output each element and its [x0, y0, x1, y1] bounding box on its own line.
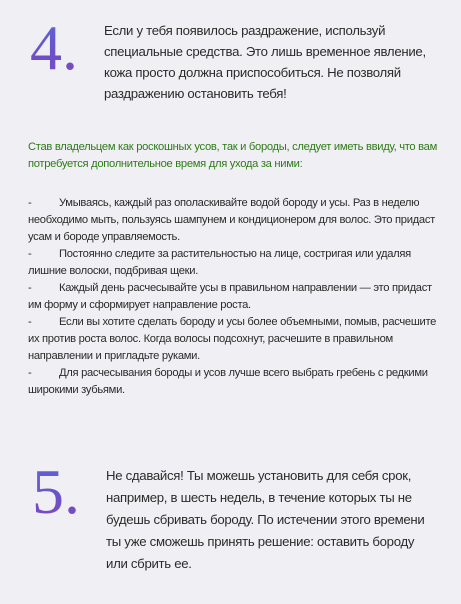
care-intro: Став владельцем как роскошных усов, так и бороды, следует иметь ввиду, что вам потребуется дополнительное время для ухода за ними: — [28, 141, 437, 170]
list-dash: - — [28, 248, 32, 260]
step-number: 5. — [32, 456, 80, 527]
list-item-text: Постоянно следите за растительностью на лице, состригая или удаляя лишние волоски, подбривая щеки. — [28, 248, 411, 277]
list-dash: - — [28, 282, 32, 294]
list-item-text: Умываясь, каждый раз ополаскивайте водой бороду и усы. Раз в неделю необходимо мыть, пользуясь шампунем и кондиционером для волос. Это придаст усам и бороде управляемость. — [28, 197, 435, 243]
list-item-text: Если вы хотите сделать бороду и усы более объемными, помыв, расчешите их против роста волос. Когда волосы подсохнут, расчешите в правильном направлении и пригладьте руками. — [28, 316, 437, 362]
list-dash: - — [28, 197, 32, 209]
step-text: Не сдавайся! Ты можешь установить для себя срок, например, в шесть недель, в течение которых ты не будешь сбривать бороду. По истечении этого времени ты уже сможешь принять решение: оставить бороду или сбрить ее. — [106, 468, 425, 571]
care-tips-list — [28, 195, 440, 399]
list-dash: - — [28, 367, 32, 379]
step-text: Если у тебя появилось раздражение, используй специальные средства. Это лишь временное явление, кожа просто должна приспособиться. Не позволяй раздражению остановить тебя! — [104, 23, 426, 101]
list-item — [28, 365, 440, 399]
list-dash: - — [28, 316, 32, 328]
step-number: 4. — [30, 12, 78, 83]
list-item — [28, 195, 440, 246]
list-item-text: Каждый день расчесывайте усы в правильном направлении — это придаст им форму и сформирует направление роста. — [28, 282, 432, 311]
list-item — [28, 246, 440, 280]
list-item — [28, 314, 440, 365]
list-item — [28, 280, 440, 314]
list-item-text: Для расчесывания бороды и усов лучше всего выбрать гребень с редкими широкими зубьями. — [28, 367, 428, 396]
